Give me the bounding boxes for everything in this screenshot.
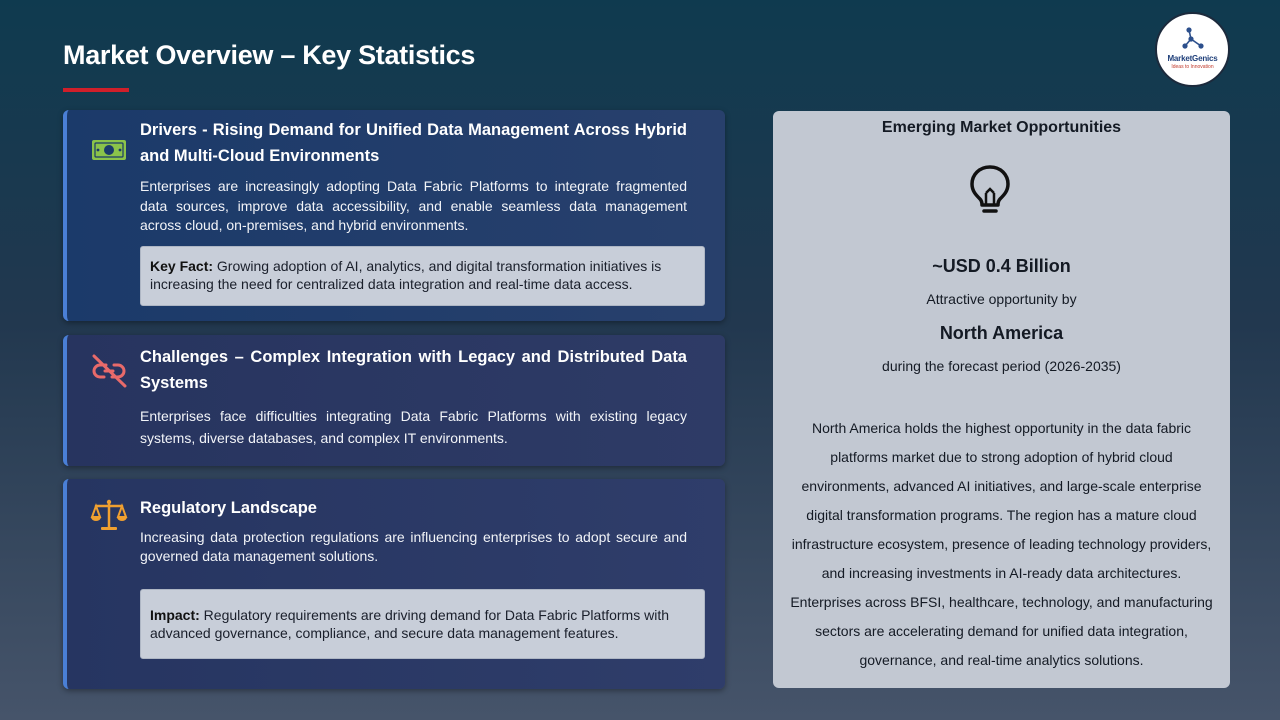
key-fact-text: Growing adoption of AI, analytics, and digital transformation initiatives is increasing the need for centralized data integration and real-time data access.: [150, 258, 662, 292]
regulatory-card: [63, 479, 725, 689]
regulatory-title: Regulatory Landscape: [140, 499, 317, 517]
impact-text: Regulatory requirements are driving demand for Data Fabric Platforms with advanced governance, compliance, and secure data management features.: [150, 607, 669, 641]
impact-box: [140, 589, 705, 659]
page-title: Market Overview – Key Statistics: [63, 40, 476, 70]
opportunity-region: North America: [939, 323, 1064, 343]
opportunity-by-text: Attractive opportunity by: [926, 291, 1077, 307]
opportunity-description: North America holds the highest opportunity in the data fabric platforms market due to strong adoption of hybrid cloud environments, advanced AI initiatives, and large-scale enterprise digital transformation programs. The region has a mature cloud infrastructure ecosystem, presence of leading technology providers, and increasing investments in AI-ready data architectures. Enterprises across BFSI, healthcare, technology, and manufacturing sectors are accelerating demand for unified data integration, governance, and real-time analytics solutions.: [790, 420, 1213, 668]
company-logo: [1155, 12, 1230, 87]
drivers-card: [63, 110, 725, 321]
opportunity-title: Emerging Market Opportunities: [881, 119, 1122, 136]
challenges-text: Enterprises face difficulties integrating Data Fabric Platforms with existing legacy systems, diverse databases, and complex IT environments.: [140, 408, 687, 446]
key-fact-label: Key Fact:: [150, 258, 214, 274]
scales-icon: [89, 495, 129, 535]
lightbulb-icon: [966, 163, 1014, 219]
regulatory-text: Increasing data protection regulations are influencing enterprises to adopt secure and governed data management solutions.: [140, 529, 687, 564]
logo-tagline: Ideas to Innovation: [1171, 63, 1214, 70]
logo-name: MarketGenics: [1167, 53, 1218, 63]
opportunity-value: ~USD 0.4 Billion: [932, 256, 1071, 276]
title-underline: [63, 88, 129, 92]
money-bill-icon: [89, 130, 129, 170]
forecast-period: during the forecast period (2026-2035): [882, 358, 1121, 374]
challenges-title: Challenges – Complex Integration with Legacy and Distributed Data Systems: [140, 348, 687, 392]
impact-label: Impact:: [150, 607, 200, 623]
challenges-card: [63, 335, 725, 466]
key-fact-box: [140, 246, 705, 306]
broken-link-icon: [89, 351, 129, 391]
drivers-title: Drivers - Rising Demand for Unified Data Management Across Hybrid and Multi-Cloud Environments: [140, 121, 687, 165]
network-nodes-icon: [1180, 26, 1206, 52]
opportunity-panel: [773, 111, 1230, 688]
drivers-text: Enterprises are increasingly adopting Data Fabric Platforms to integrate fragmented data sources, improve data accessibility, and enable seamless data management across cloud, on-premises, and hybrid environments.: [140, 178, 687, 233]
